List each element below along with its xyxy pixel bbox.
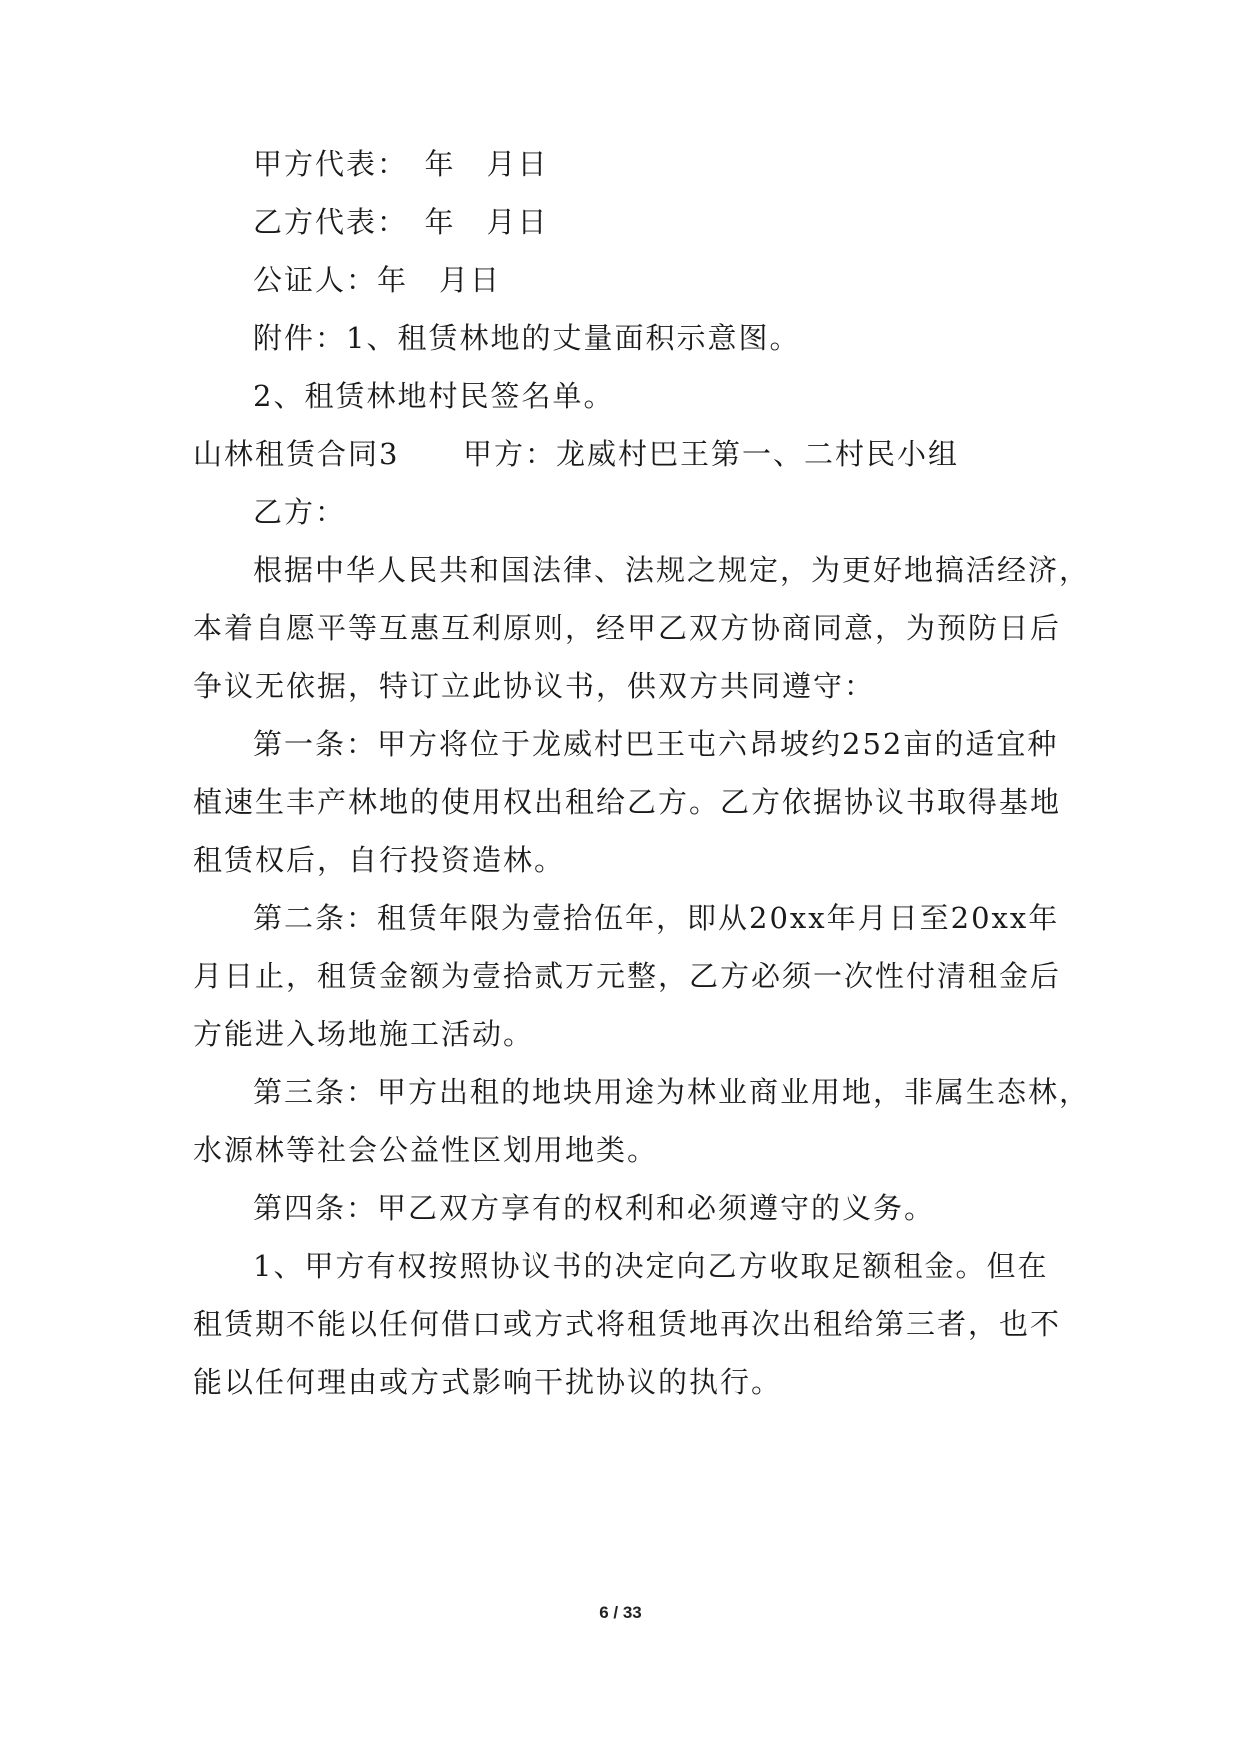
intro-line-3: 争议无依据，特订立此协议书，供双方共同遵守：: [193, 669, 876, 703]
party-b-name: 乙方：: [253, 495, 347, 529]
party-b-representative-line: 乙方代表： 年 月日: [253, 205, 549, 239]
contract-title: 山林租赁合同3: [193, 437, 400, 471]
party-a-representative-line: 甲方代表： 年 月日: [253, 147, 549, 181]
article-4-line-1: 第四条：甲乙双方享有的权利和必须遵守的义务。: [253, 1191, 936, 1225]
article-3-line-1: 第三条：甲方出租的地块用途为林业商业用地，非属生态林，: [253, 1075, 1091, 1109]
party-a-name: 甲方：龙威村巴王第一、二村民小组: [463, 437, 960, 471]
clause-1-line-2: 租赁期不能以任何借口或方式将租赁地再次出租给第三者，也不: [193, 1307, 1062, 1341]
clause-1-line-3: 能以任何理由或方式影响干扰协议的执行。: [193, 1365, 783, 1399]
article-3-line-2: 水源林等社会公益性区划用地类。: [193, 1133, 659, 1167]
attachment-item-1: 附件：1、租赁林地的丈量面积示意图。: [253, 321, 801, 355]
article-2-line-1: 第二条：租赁年限为壹拾伍年，即从20xx年月日至20xx年: [253, 901, 1060, 935]
attachment-item-2: 2、租赁林地村民签名单。: [253, 379, 615, 413]
intro-line-2: 本着自愿平等互惠互利原则，经甲乙双方协商同意，为预防日后: [193, 611, 1062, 645]
article-1-line-3: 租赁权后，自行投资造林。: [193, 843, 566, 877]
intro-line-1: 根据中华人民共和国法律、法规之规定，为更好地搞活经济，: [253, 553, 1091, 587]
page-number: 6 / 33: [599, 1603, 642, 1622]
clause-1-line-1: 1、甲方有权按照协议书的决定向乙方收取足额租金。但在: [253, 1249, 1049, 1283]
article-1-line-2: 植速生丰产林地的使用权出租给乙方。乙方依据协议书取得基地: [193, 785, 1062, 819]
article-2-line-3: 方能进入场地施工活动。: [193, 1017, 535, 1051]
notary-line: 公证人：年 月日: [253, 263, 502, 297]
article-2-line-2: 月日止，租赁金额为壹拾贰万元整，乙方必须一次性付清租金后: [193, 959, 1062, 993]
article-1-line-1: 第一条：甲方将位于龙威村巴王屯六昂坡约252亩的适宜种: [253, 727, 1059, 761]
